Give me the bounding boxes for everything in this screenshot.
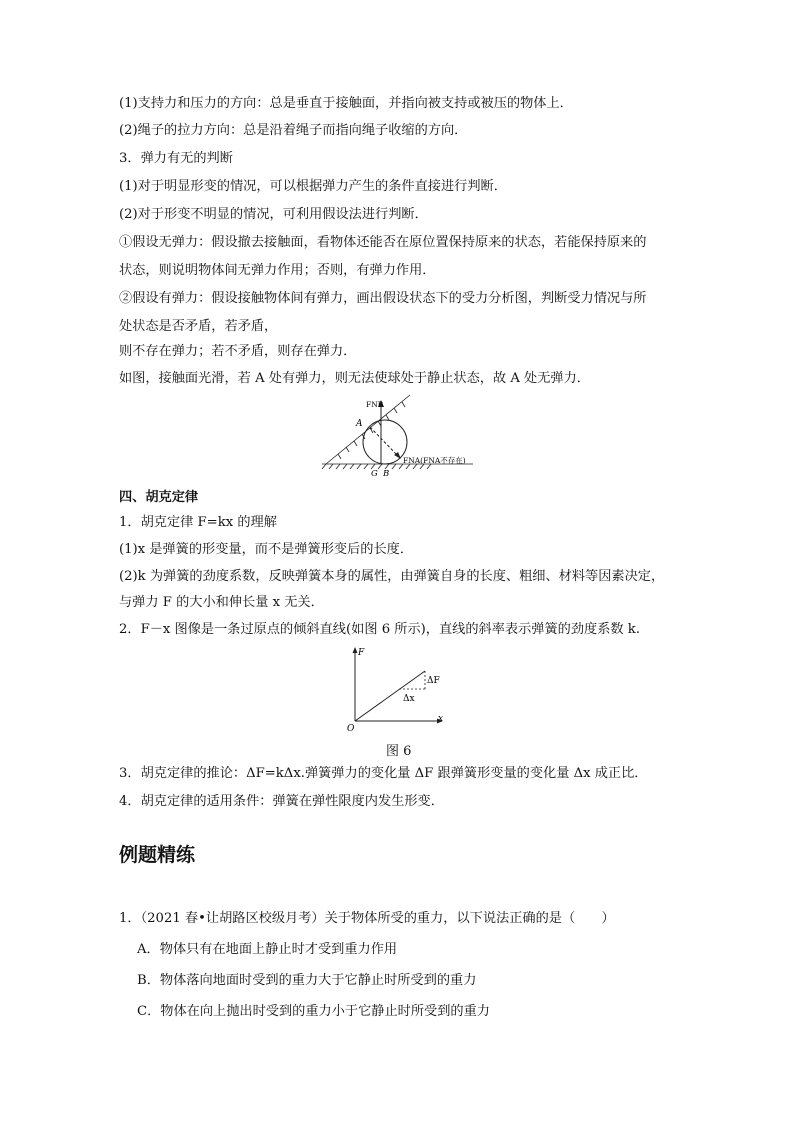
hooke-line-5: 2．F－x 图像是一条过原点的倾斜直线(如图 6 所示)，直线的斜率表示弹簧的劲度系数 k. bbox=[119, 622, 640, 637]
figure-6-caption: 图 6 bbox=[386, 744, 412, 759]
hooke-line-3: (2)k 为弹簧的劲度系数，反映弹簧本身的属性，由弹簧自身的长度、粗细、材料等因素决定， bbox=[119, 569, 665, 584]
paragraph-assume-no-force-cont: 状态，则说明物体间无弹力作用；否则，有弹力作用． bbox=[119, 263, 436, 278]
hooke-line-1: 1．胡克定律 F=kx 的理解 bbox=[119, 515, 277, 530]
point-b-label: B bbox=[383, 469, 390, 478]
point-a-label: A bbox=[356, 419, 363, 429]
hooke-line-4: 与弹力 F 的大小和伸长量 x 无关． bbox=[119, 595, 324, 610]
origin-label: O bbox=[347, 724, 355, 734]
paragraph-support-direction: (1)支持力和压力的方向：总是垂直于接触面，并指向被支持或被压的物体上． bbox=[119, 96, 573, 111]
option-b: B．物体落向地面时受到的重力大于它静止时所受到的重力 bbox=[137, 973, 477, 988]
question-1: 1．（2021 春•让胡路区校级月考）关于物体所受的重力，以下说法正确的是（ ） bbox=[119, 911, 615, 926]
paragraph-obvious-deformation: (1)对于明显形变的情况，可以根据弹力产生的条件直接进行判断． bbox=[119, 179, 507, 194]
paragraph-heading-3: 3．弹力有无的判断 bbox=[119, 151, 233, 166]
paragraph-assume-force-cont: 处状态是否矛盾，若矛盾， bbox=[119, 319, 278, 334]
gravity-label: G bbox=[371, 469, 378, 478]
ball-incline-figure bbox=[318, 392, 478, 478]
x-axis-label: x bbox=[438, 714, 444, 724]
example-heading: 例题精练 bbox=[119, 844, 196, 866]
paragraph-assume-force: ②假设有弹力：假设接触物体间有弹力，画出假设状态下的受力分析图，判断受力情况与所 bbox=[119, 291, 647, 306]
f-x-graph bbox=[343, 645, 453, 735]
option-c: C．物体在向上抛出时受到的重力小于它静止时所受到的重力 bbox=[137, 1004, 490, 1019]
option-a: A．物体只有在地面上静止时才受到重力作用 bbox=[137, 942, 398, 957]
paragraph-assume-force-conclusion: 则不存在弹力；若不矛盾，则存在弹力． bbox=[119, 344, 357, 359]
paragraph-figure-intro: 如图，接触面光滑，若 A 处有弹力，则无法使球处于静止状态，故 A 处无弹力． bbox=[119, 371, 590, 386]
hooke-line-2: (1)x 是弹簧的形变量，而不是弹簧形变后的长度． bbox=[119, 542, 414, 557]
f-axis-label: F bbox=[358, 648, 365, 658]
hooke-applicability: 4．胡克定律的适用条件：弹簧在弹性限度内发生形变． bbox=[119, 794, 444, 809]
paragraph-rope-direction: (2)绳子的拉力方向：总是沿着绳子而指向绳子收缩的方向． bbox=[119, 123, 468, 138]
delta-x-label: Δx bbox=[403, 694, 415, 704]
paragraph-assumption-method: (2)对于形变不明显的情况，可利用假设法进行判断． bbox=[119, 207, 428, 222]
section-title-hooke: 四、胡克定律 bbox=[119, 490, 199, 505]
hooke-corollary: 3．胡克定律的推论：ΔF=kΔx.弹簧弹力的变化量 ΔF 跟弹簧形变量的变化量 Δx 成正比． bbox=[119, 766, 648, 781]
paragraph-assume-no-force: ①假设无弹力：假设撤去接触面，看物体还能否在原位置保持原来的状态，若能保持原来的 bbox=[119, 235, 647, 250]
fna-label: FNA(FNA不存在) bbox=[403, 456, 466, 465]
delta-f-label: ΔF bbox=[427, 676, 440, 686]
fnb-label: FNB bbox=[366, 400, 384, 409]
